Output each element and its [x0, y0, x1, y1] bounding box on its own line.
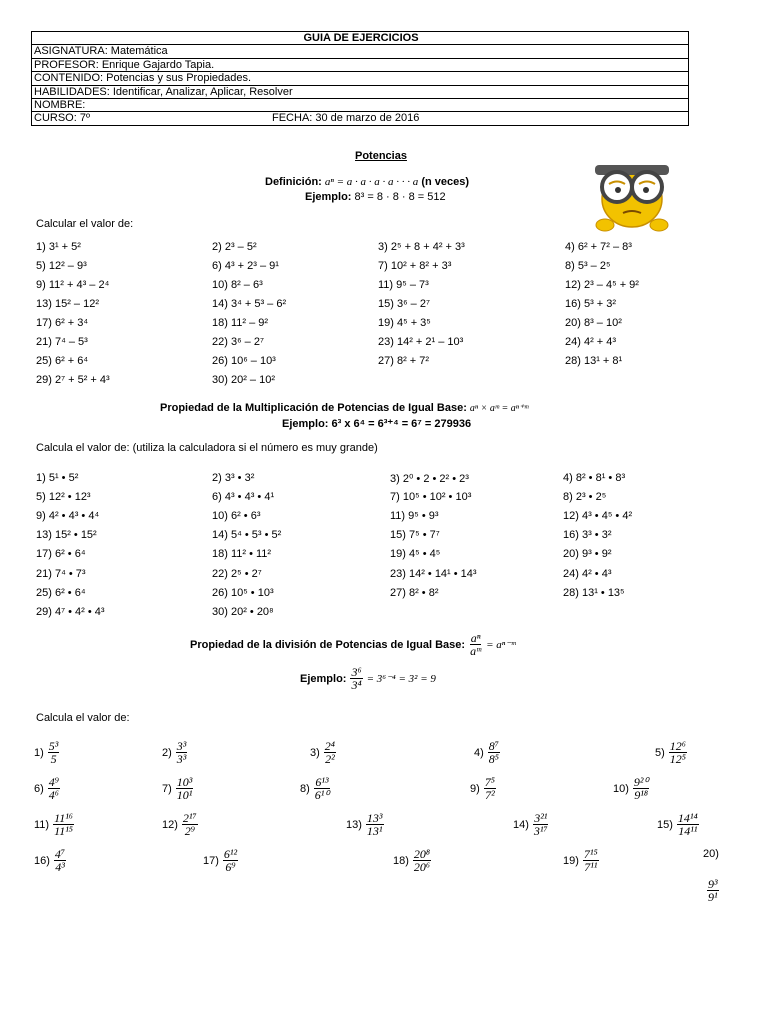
exercise-fraction: [324, 740, 336, 765]
exercise-number: 19): [563, 854, 579, 867]
section1-exercise: 15) 3⁶ – 2⁷: [378, 298, 430, 310]
section1-exercise: 25) 6² + 6⁴: [36, 355, 89, 367]
section2-exercise: 23) 14² • 14¹ • 14³: [390, 567, 477, 580]
division-exercise: [34, 740, 59, 765]
exercise-fraction: [182, 812, 198, 837]
division-exercise: [34, 812, 74, 837]
section3-example-fraction: [350, 666, 362, 691]
section1-exercise: 16) 5³ + 3²: [565, 298, 617, 310]
exercise-number: 20): [703, 848, 719, 860]
example1-text: 8³ = 8 · 8 · 8 = 512: [354, 191, 446, 203]
section2-exercise: 11) 9⁵ • 9³: [390, 510, 439, 523]
fraction-denominator: 4³: [55, 860, 65, 874]
section2-exercise: 25) 6² • 6⁴: [36, 586, 86, 599]
exercise-number: 5): [655, 746, 665, 759]
section2-exercise: 17) 6² • 6⁴: [36, 548, 86, 561]
section1-exercise: 26) 10⁶ – 10³: [212, 355, 276, 367]
section1-exercise: 21) 7⁴ – 5³: [36, 336, 88, 348]
fraction-denominator: 11¹⁵: [54, 824, 73, 838]
exercise-fraction: [669, 740, 687, 765]
division-exercise: [310, 740, 336, 765]
example1-line: [305, 191, 446, 203]
section2-exercise: 5) 12² • 12³: [36, 491, 91, 504]
section2-exercise: 27) 8² • 8²: [390, 586, 439, 599]
exercise-number: 2): [162, 746, 172, 759]
division-exercise: [162, 776, 193, 801]
section2-title: Propiedad de la Multiplicación de Potencias de Igual Base:: [160, 402, 467, 414]
exercise-number: 6): [34, 782, 44, 795]
fraction-numerator: 20⁸: [413, 847, 431, 861]
exercise-number: 1): [34, 746, 44, 759]
exercise-fraction: [366, 812, 384, 837]
section3-formula-fraction: [469, 632, 482, 657]
exercise-fraction: [707, 878, 719, 903]
section3-formula-num: aⁿ: [470, 631, 481, 645]
exercise-number: 16): [34, 854, 50, 867]
nerd-emoji-icon: [585, 153, 679, 233]
fraction-numerator: 6¹²: [223, 847, 238, 861]
section1-exercise: 12) 2³ – 4⁵ + 9²: [565, 279, 639, 291]
exercise-fraction: [176, 776, 194, 801]
section1-exercise: 28) 13¹ + 8¹: [565, 355, 623, 367]
fraction-numerator: 11¹⁶: [54, 811, 73, 825]
section2-exercise: 10) 6² • 6³: [212, 510, 261, 523]
exercise-number: 10): [613, 782, 629, 795]
exercise-fraction: [53, 812, 74, 837]
definition-tail: (n veces): [421, 176, 470, 188]
section2-exercise: 18) 11² • 11²: [212, 548, 272, 561]
exercise-number: 15): [657, 818, 673, 831]
section1-exercise: 22) 3⁶ – 2⁷: [212, 336, 264, 348]
exercise-number: 3): [310, 746, 320, 759]
exercise-number: 11): [34, 818, 50, 831]
definition-formula: aⁿ = a · a · a · a · · · a: [324, 176, 419, 188]
fraction-denominator: 13¹: [366, 824, 383, 838]
section2-example: Ejemplo: 6³ x 6⁴ = 6³⁺⁴ = 6⁷ = 279936: [282, 418, 472, 430]
fraction-numerator: 7⁵: [484, 775, 495, 789]
section1-exercise: 3) 2⁵ + 8 + 4² + 3³: [378, 241, 465, 253]
division-exercise: [393, 848, 431, 873]
fraction-denominator: 8⁵: [488, 752, 499, 766]
section1-exercise: 23) 14² + 2¹ – 10³: [378, 336, 464, 348]
fraction-denominator: 3¹⁷: [533, 824, 548, 838]
fraction-denominator: 12⁵: [669, 752, 686, 766]
division-exercise: [34, 776, 60, 801]
division-exercise: [563, 848, 599, 873]
header-curso: CURSO: 7º: [34, 112, 90, 125]
division-exercise: [162, 812, 198, 837]
exercise-number: 14): [513, 818, 529, 831]
section1-exercise: 7) 10² + 8² + 3³: [378, 260, 452, 272]
fraction-denominator: 4⁶: [48, 788, 59, 802]
section2-exercise: 7) 10⁵ • 10² • 10³: [390, 491, 472, 504]
section1-exercise: 11) 9⁵ – 7³: [378, 279, 429, 291]
division-exercise: [657, 812, 699, 837]
exercise-fraction: [48, 776, 60, 801]
fraction-numerator: 6¹³: [315, 775, 329, 789]
section3-formula-tail: = aⁿ⁻ᵐ: [486, 639, 516, 651]
fraction-denominator: 14¹¹: [678, 824, 698, 838]
fraction-denominator: 3³: [176, 752, 187, 766]
fraction-numerator: 12⁶: [669, 739, 686, 753]
header-table: [31, 31, 689, 126]
section1-exercise: 10) 8² – 6³: [212, 279, 263, 291]
section3-example-num: 3⁶: [351, 665, 362, 679]
division-exercise: [346, 812, 384, 837]
section2-exercise: 3) 2⁰ • 2 • 2² • 2³: [390, 473, 469, 485]
section1-exercise: 27) 8² + 7²: [378, 355, 430, 367]
definition-line: [265, 176, 469, 188]
exercise-fraction: [314, 776, 330, 801]
fraction-numerator: 4⁹: [48, 775, 59, 789]
fraction-denominator: 5: [50, 752, 57, 766]
section1-exercise: 8) 5³ – 2⁵: [565, 260, 611, 272]
exercise-number: 9): [470, 782, 480, 795]
fraction-numerator: 10³: [176, 775, 193, 789]
example1-label: Ejemplo:: [305, 191, 352, 203]
section2-exercise: 15) 7⁵ • 7⁷: [390, 529, 440, 542]
exercise-fraction: [633, 776, 649, 801]
fraction-denominator: 2²: [325, 752, 335, 766]
header-nombre: NOMBRE:: [32, 98, 688, 111]
fraction-denominator: 2⁹: [184, 824, 195, 838]
fraction-denominator: 20⁶: [413, 860, 431, 874]
exercise-fraction: [677, 812, 699, 837]
section3-title: Propiedad de la división de Potencias de Igual Base:: [190, 638, 466, 651]
section2-exercise: 29) 4⁷ • 4² • 4³: [36, 605, 105, 618]
section1-exercise: 17) 6² + 3⁴: [36, 317, 89, 329]
definition-label: Definición:: [265, 176, 322, 188]
exercise-fraction: [583, 848, 599, 873]
division-exercise: [203, 848, 238, 873]
fraction-denominator: 7²: [485, 788, 495, 802]
section2-instruction: Calcula el valor de: (utiliza la calculadora si el número es muy grande): [36, 442, 378, 454]
section2-exercise: 28) 13¹ • 13⁵: [563, 586, 625, 599]
exercise-fraction: [54, 848, 66, 873]
division-exercise: [34, 848, 66, 873]
fraction-denominator: 6⁹: [225, 860, 236, 874]
section2-exercise: 2) 3³ • 3²: [212, 472, 255, 484]
section1-exercise: 2) 2³ – 5²: [212, 241, 257, 253]
section2-exercise: 9) 4² • 4³ • 4⁴: [36, 510, 100, 523]
section1-exercise: 20) 8³ – 10²: [565, 317, 622, 329]
section3-example-line: [300, 666, 436, 691]
division-exercise: [613, 776, 649, 801]
fraction-denominator: 6¹⁰: [314, 788, 330, 802]
section2-exercise: 21) 7⁴ • 7³: [36, 567, 86, 580]
division-exercise: [655, 740, 687, 765]
fraction-numerator: 4⁷: [54, 847, 66, 861]
exercise-fraction: [223, 848, 238, 873]
section2-exercise: 26) 10⁵ • 10³: [212, 586, 274, 599]
section2-exercise: 4) 8² • 8¹ • 8³: [563, 472, 626, 484]
section2-exercise: 13) 15² • 15²: [36, 529, 97, 542]
section3-example-tail: = 3⁶⁻⁴ = 3² = 9: [366, 673, 436, 685]
section1-title: Potencias: [355, 150, 407, 162]
section3-example-label: Ejemplo:: [300, 672, 347, 685]
exercise-fraction: [488, 740, 500, 765]
division-exercise: [470, 776, 496, 801]
section2-formula: aⁿ × aᵐ = aⁿ⁺ᵐ: [469, 403, 529, 414]
section1-exercise: 9) 11² + 4³ – 2⁴: [36, 279, 110, 291]
fraction-numerator: 8⁷: [488, 739, 499, 753]
exercise-number: 4): [474, 746, 484, 759]
section2-exercise: 20) 9³ • 9²: [563, 548, 612, 561]
section1-exercise: 6) 4³ + 2³ – 9¹: [212, 260, 279, 272]
fraction-denominator: 9¹⁸: [634, 788, 648, 802]
exercise-number: 8): [300, 782, 310, 795]
section2-title-line: [160, 402, 528, 414]
section2-exercise: 8) 2³ • 2⁵: [563, 491, 607, 504]
fraction-numerator: 9³: [708, 877, 718, 891]
section1-instruction: Calcular el valor de:: [36, 218, 134, 230]
section1-exercise: 24) 4² + 4³: [565, 336, 617, 348]
fraction-denominator: 7¹¹: [584, 860, 598, 874]
fraction-numerator: 2¹⁷: [182, 811, 197, 825]
section3-example-den: 3⁴: [351, 678, 362, 692]
fraction-denominator: 9¹: [708, 890, 718, 904]
header-curso-row: [32, 111, 688, 124]
section1-exercise: 29) 2⁷ + 5² + 4³: [36, 374, 110, 386]
division-exercise: [300, 776, 330, 801]
section1-exercise: 19) 4⁵ + 3⁵: [378, 317, 431, 329]
exercise-fraction: [48, 740, 60, 765]
fraction-numerator: 3²¹: [534, 811, 548, 825]
header-habilidades: HABILIDADES: Identificar, Analizar, Aplicar, Resolver: [32, 85, 688, 98]
section2-exercise: 12) 4³ • 4⁵ • 4²: [563, 510, 633, 523]
section2-exercise: 1) 5¹ • 5²: [36, 472, 79, 484]
section2-exercise: 6) 4³ • 4³ • 4¹: [212, 491, 275, 504]
section3-instruction: Calcula el valor de:: [36, 712, 130, 724]
section2-exercise: 14) 5⁴ • 5³ • 5²: [212, 529, 282, 542]
section1-exercise: 5) 12² – 9³: [36, 260, 87, 272]
fraction-numerator: 9²⁰: [633, 775, 649, 789]
section3-title-line: [190, 632, 516, 657]
fraction-numerator: 14¹⁴: [677, 811, 698, 825]
section1-exercise: 13) 15² – 12²: [36, 298, 99, 310]
exercise-fraction: [484, 776, 496, 801]
header-title: GUIA DE EJERCICIOS: [303, 32, 419, 44]
exercise-number: 12): [162, 818, 178, 831]
exercise-number: 17): [203, 854, 219, 867]
division-exercise: [162, 740, 187, 765]
fraction-numerator: 13³: [366, 811, 383, 825]
fraction-denominator: 10¹: [176, 788, 193, 802]
section2-exercise: 16) 3³ • 3²: [563, 529, 612, 542]
division-exercise: [474, 740, 500, 765]
fraction-numerator: 5³: [48, 739, 59, 753]
section1-exercise: 4) 6² + 7² – 8³: [565, 241, 632, 253]
header-profesor: PROFESOR: Enrique Gajardo Tapia.: [32, 58, 688, 71]
fraction-numerator: 3³: [176, 739, 187, 753]
section1-exercise: 14) 3⁴ + 5³ – 6²: [212, 298, 287, 310]
section1-exercise: 18) 11² – 9²: [212, 317, 269, 329]
section3-formula-den: aᵐ: [470, 644, 482, 658]
division-exercise: [513, 812, 549, 837]
exercise-fraction: [413, 848, 431, 873]
fraction-numerator: 7¹⁵: [583, 847, 598, 861]
section2-exercise: 22) 2⁵ • 2⁷: [212, 567, 262, 580]
section2-exercise: 30) 20² • 20⁸: [212, 605, 274, 618]
section1-exercise: 1) 3¹ + 5²: [36, 241, 81, 253]
division-exercise: [703, 848, 719, 904]
header-contenido: CONTENIDO: Potencias y sus Propiedades.: [32, 71, 688, 84]
section2-exercise: 24) 4² • 4³: [563, 567, 612, 580]
header-fecha: FECHA: 30 de marzo de 2016: [272, 112, 420, 125]
section2-exercise: 19) 4⁵ • 4⁵: [390, 548, 441, 561]
exercise-fraction: [533, 812, 549, 837]
section1-exercise: 30) 20² – 10²: [212, 374, 275, 386]
exercise-fraction: [176, 740, 188, 765]
exercise-number: 7): [162, 782, 172, 795]
exercise-number: 18): [393, 854, 409, 867]
header-asignatura: ASIGNATURA: Matemática: [32, 44, 688, 57]
exercise-number: 13): [346, 818, 362, 831]
fraction-numerator: 2⁴: [324, 739, 335, 753]
